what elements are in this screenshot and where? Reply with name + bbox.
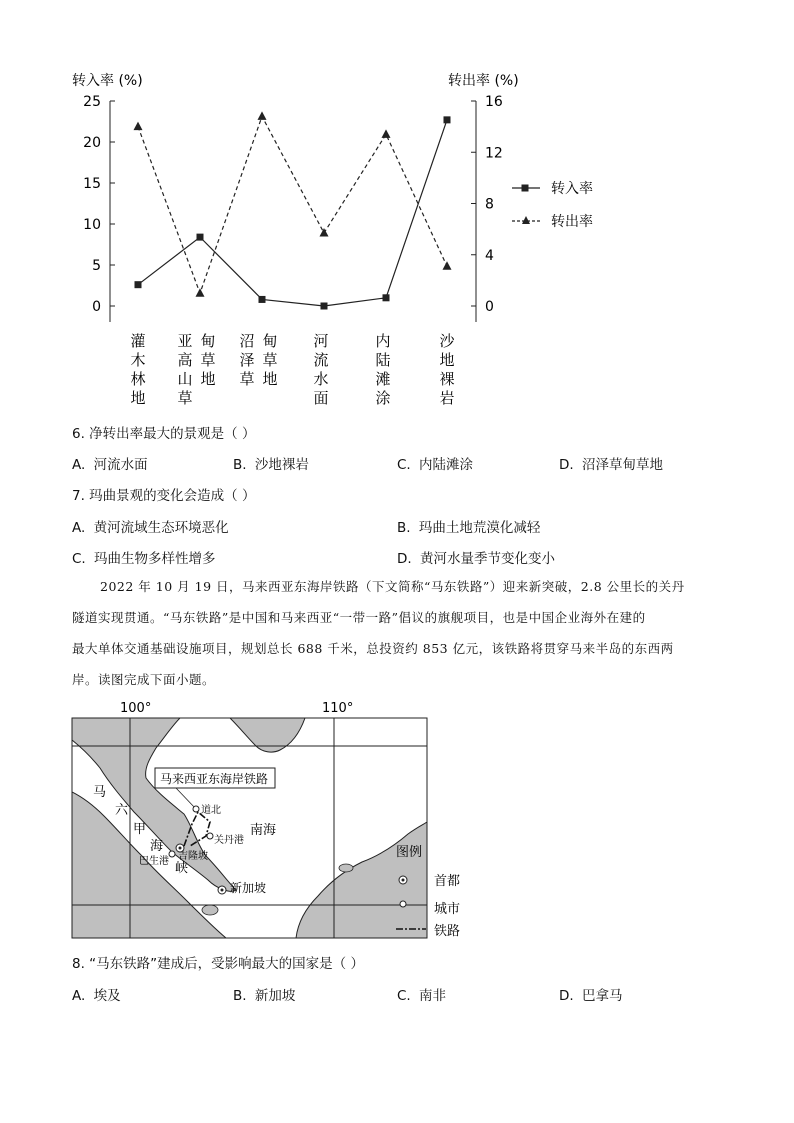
option-letter: C. — [397, 457, 411, 473]
city-label-guandangang: 关丹港 — [214, 835, 244, 846]
option-letter: A. — [72, 457, 86, 473]
option-letter: B. — [233, 457, 247, 473]
right-axis-tick-label: 8 — [485, 196, 494, 213]
option-text: 沙地裸岩 — [254, 457, 309, 473]
legend-city-icon — [400, 901, 406, 907]
category-label-char: 甸 — [262, 332, 278, 350]
category-label-char: 草 — [262, 351, 278, 369]
q7-option-c[interactable] — [72, 547, 216, 567]
question-8-stem: 8. “马东铁路”建成后，受影响最大的国家是（ ） — [72, 956, 364, 972]
left-axis-tick-label: 5 — [92, 258, 101, 274]
right-axis-tick-label: 12 — [485, 145, 503, 162]
category-label-char: 岩 — [439, 389, 455, 405]
left-axis-tick-label: 20 — [83, 135, 101, 151]
category-label-char: 裸 — [439, 370, 455, 388]
option-letter: C. — [397, 988, 411, 1004]
option-text: 南非 — [419, 988, 447, 1004]
data-point-transfer-out — [443, 261, 452, 270]
option-letter: B. — [233, 988, 247, 1004]
category-label-char: 草 — [239, 370, 255, 388]
category-label-char: 泽 — [239, 351, 255, 369]
category-label-char: 内 — [375, 332, 391, 350]
q8-option-b[interactable] — [233, 984, 295, 1004]
legend-label-transfer-in: 转入率 — [551, 181, 593, 197]
option-letter: B. — [397, 520, 411, 536]
city-label-xinjiapo: 新加坡 — [230, 881, 267, 895]
option-text: 内陆滩涂 — [419, 457, 474, 473]
series-line-transfer-in — [138, 120, 447, 306]
option-text: 黄河水量季节变化变小 — [419, 551, 555, 567]
option-letter: D. — [559, 457, 574, 473]
data-point-transfer-out — [196, 288, 205, 297]
strait-label-liu: 六 — [115, 803, 129, 818]
option-text: 新加坡 — [254, 988, 296, 1004]
option-letter: D. — [559, 988, 574, 1004]
category-label-char: 灌 — [130, 332, 146, 350]
left-axis — [83, 94, 115, 322]
option-text: 玛曲生物多样性增多 — [94, 551, 216, 567]
data-point-transfer-in — [444, 116, 451, 123]
lon-label-110: 110° — [322, 701, 354, 716]
data-point-transfer-in — [321, 303, 328, 310]
railway-callout-label: 马来西亚东海岸铁路 — [160, 772, 269, 786]
question-6-stem: 6. 净转出率最大的景观是（ ） — [72, 426, 256, 442]
category-label-char: 河 — [313, 332, 329, 350]
left-axis-tick-label: 0 — [92, 299, 101, 315]
data-point-transfer-in — [259, 296, 266, 303]
option-text: 玛曲土地荒漠化减轻 — [418, 520, 541, 536]
q7-option-d[interactable] — [397, 547, 555, 567]
map-land-island — [202, 905, 218, 915]
q8-option-a[interactable] — [72, 984, 121, 1004]
category-label-char: 山 — [177, 370, 193, 388]
series-transfer-out — [134, 111, 452, 296]
passage-line: 最大单体交通基础设施项目，规划总长 688 千米，总投资约 853 亿元，该铁路将贯穿马来半岛的东西两 — [72, 641, 674, 656]
category-label-char: 甸 — [200, 332, 216, 350]
option-text: 巴拿马 — [581, 988, 623, 1004]
category-label-char: 地 — [200, 370, 216, 388]
city-label-jilongpo: 吉隆坡 — [178, 851, 208, 862]
category-label-char: 滩 — [375, 370, 391, 388]
category-label-char: 沙 — [439, 332, 455, 350]
category-label-char: 地 — [130, 389, 146, 405]
category-label-char: 沼 — [239, 332, 255, 350]
option-text: 埃及 — [93, 988, 121, 1004]
option-text: 沼泽草甸草地 — [581, 457, 663, 473]
malaysia-railway-map — [60, 696, 480, 946]
lon-label-100: 100° — [120, 701, 152, 716]
legend-railway-label: 铁路 — [434, 924, 461, 939]
option-letter: C. — [72, 551, 86, 567]
series-line-transfer-out — [138, 116, 447, 293]
right-axis-tick-label: 0 — [485, 299, 494, 315]
left-axis-tick-label: 15 — [83, 176, 101, 192]
category-label-char: 亚 — [177, 332, 193, 350]
q7-option-b[interactable] — [397, 516, 540, 536]
category-label-char: 高 — [177, 351, 193, 369]
q6-option-c[interactable] — [397, 453, 473, 473]
right-axis — [471, 94, 503, 322]
category-label-char: 涂 — [375, 389, 391, 405]
landscape-transfer-chart — [0, 0, 794, 405]
strait-label-ma: 马 — [93, 785, 107, 800]
question-7-stem: 7. 玛曲景观的变化会造成（ ） — [72, 488, 256, 504]
q8-option-d[interactable] — [559, 984, 622, 1004]
sea-label-nanhai: 南海 — [250, 823, 277, 838]
city-label-daobei: 道北 — [201, 805, 221, 816]
category-label-char: 林 — [130, 370, 146, 388]
q6-option-a[interactable] — [72, 453, 148, 473]
strait-label-jia: 甲 — [133, 822, 147, 837]
category-label-char: 水 — [313, 370, 329, 388]
data-point-transfer-in — [383, 294, 390, 301]
capital-marker-dot — [221, 889, 224, 892]
map-legend-title: 图例 — [396, 845, 423, 860]
legend-capital-dot — [402, 879, 405, 882]
option-letter: A. — [72, 520, 86, 536]
legend-label-transfer-out: 转出率 — [551, 214, 593, 230]
q8-option-c[interactable] — [397, 984, 446, 1004]
series-transfer-in — [135, 116, 451, 309]
capital-marker-dot — [179, 847, 182, 850]
left-axis-tick-label: 10 — [83, 217, 101, 233]
legend-item-transfer-in — [512, 181, 593, 197]
passage-line: 岸。读图完成下面小题。 — [72, 672, 216, 687]
data-point-transfer-out — [134, 122, 143, 131]
chart-legend — [512, 181, 593, 230]
q6-option-b[interactable] — [233, 453, 309, 473]
reading-passage — [72, 571, 732, 695]
category-label-char: 地 — [439, 351, 455, 369]
data-point-transfer-out — [320, 228, 329, 237]
data-point-transfer-in — [197, 234, 204, 241]
data-point-transfer-out — [258, 111, 267, 120]
city-label-bashenggang: 巴生港 — [139, 856, 169, 867]
option-letter: D. — [397, 551, 412, 567]
legend-city-label: 城市 — [434, 902, 461, 917]
category-label-char: 木 — [130, 351, 146, 369]
left-axis-title: 转入率 (%) — [72, 73, 143, 89]
category-label-char: 草 — [200, 351, 216, 369]
strait-label-hai: 海 — [150, 839, 164, 854]
passage-line: 隧道实现贯通。“马东铁路”是中国和马来西亚“一带一路”倡议的旗舰项目，也是中国企业海外在建的 — [72, 610, 646, 625]
right-axis-title: 转出率 (%) — [448, 73, 519, 89]
city-marker-daobei — [193, 806, 199, 812]
legend-capital-label: 首都 — [434, 874, 461, 889]
right-axis-tick-label: 16 — [485, 94, 503, 110]
city-marker-bashenggang — [169, 851, 175, 857]
right-axis-tick-label: 4 — [485, 247, 494, 264]
legend-item-transfer-out — [512, 214, 593, 230]
category-labels — [130, 332, 455, 405]
data-point-transfer-in — [135, 281, 142, 288]
option-text: 黄河流域生态环境恶化 — [93, 520, 229, 536]
map-land-island — [339, 864, 353, 872]
strait-label-xia: 峡 — [175, 861, 189, 876]
q7-option-a[interactable] — [72, 516, 229, 536]
city-marker-guandangang — [207, 833, 213, 839]
left-axis-tick-label: 25 — [83, 94, 101, 110]
passage-line: 2022 年 10 月 19 日，马来西亚东海岸铁路（下文简称“马东铁路”）迎来新突破，2.8 公里长的关丹 — [100, 579, 685, 594]
data-point-transfer-out — [382, 129, 391, 138]
q6-option-d[interactable] — [559, 453, 663, 473]
category-label-char: 面 — [313, 389, 329, 405]
category-label-char: 流 — [313, 351, 329, 369]
category-label-char: 地 — [262, 370, 278, 388]
option-text: 河流水面 — [93, 457, 148, 473]
option-letter: A. — [72, 988, 86, 1004]
category-label-char: 草 — [177, 389, 193, 405]
category-label-char: 陆 — [375, 351, 391, 369]
